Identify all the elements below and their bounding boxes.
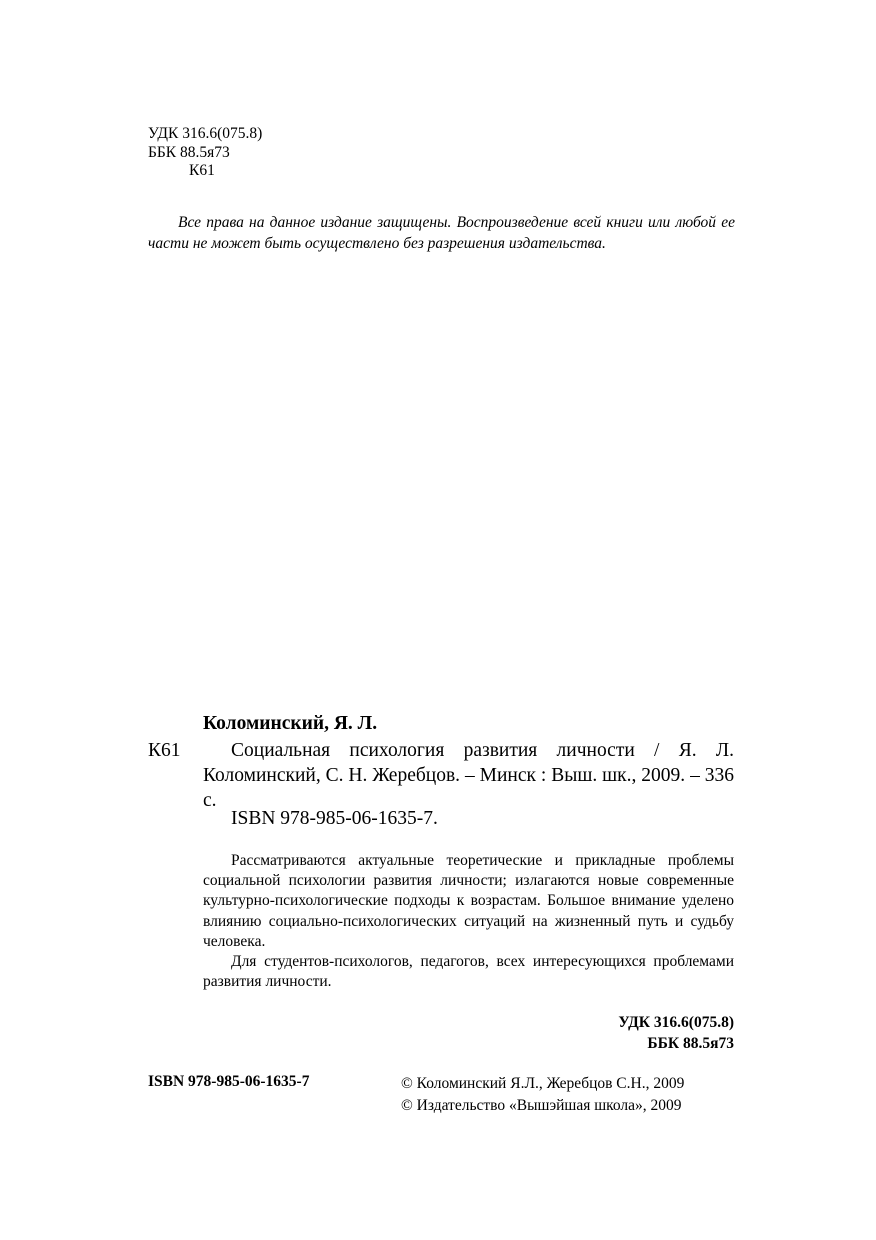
annotation xyxy=(203,851,734,992)
footer-bbk: ББК 88.5я73 xyxy=(647,1035,734,1052)
copyright-authors: © Коломинский Я.Л., Жеребцов С.Н., 2009 xyxy=(401,1075,685,1092)
footer-classification xyxy=(618,1012,734,1054)
catalog-entry xyxy=(203,738,734,813)
catalog-entry-text: Социальная психология развития личности / Я. Л. Коломинский, С. Н. Жеребцов. – Минск : Выш. шк., 2009. – 336 с. xyxy=(203,740,734,811)
catalog-author-heading: Коломинский, Я. Л. xyxy=(203,713,378,734)
copyright-publisher: © Издательство «Вышэйшая школа», 2009 xyxy=(401,1097,682,1114)
annotation-paragraph: Рассматриваются актуальные теоретические и прикладные проблемы социальной психологии развития личности; излагаются новые современные культурно-психологические подходы к возрастам. Большое внимание уделено влиянию социально-психологических ситуаций на жизненный путь и судьбу человека. xyxy=(203,852,734,950)
catalog-isbn: ISBN 978-985-06-1635-7. xyxy=(231,808,438,829)
author-code: К61 xyxy=(189,162,215,179)
isbn-bottom: ISBN 978-985-06-1635-7 xyxy=(148,1073,310,1090)
rights-notice xyxy=(148,212,735,254)
classification-block xyxy=(148,125,262,181)
rights-notice-text: Все права на данное издание защищены. Воспроизведение всей книги или любой ее части не может быть осуществлено без разрешения издательства. xyxy=(148,214,735,252)
annotation-paragraph: Для студентов-психологов, педагогов, всех интересующихся проблемами развития личности. xyxy=(203,953,734,991)
bbk-code: ББК 88.5я73 xyxy=(148,143,230,161)
footer-udk: УДК 316.6(075.8) xyxy=(618,1014,734,1031)
copyright-block xyxy=(401,1073,684,1117)
catalog-code: К61 xyxy=(148,740,181,761)
udk-code: УДК 316.6(075.8) xyxy=(148,125,263,142)
